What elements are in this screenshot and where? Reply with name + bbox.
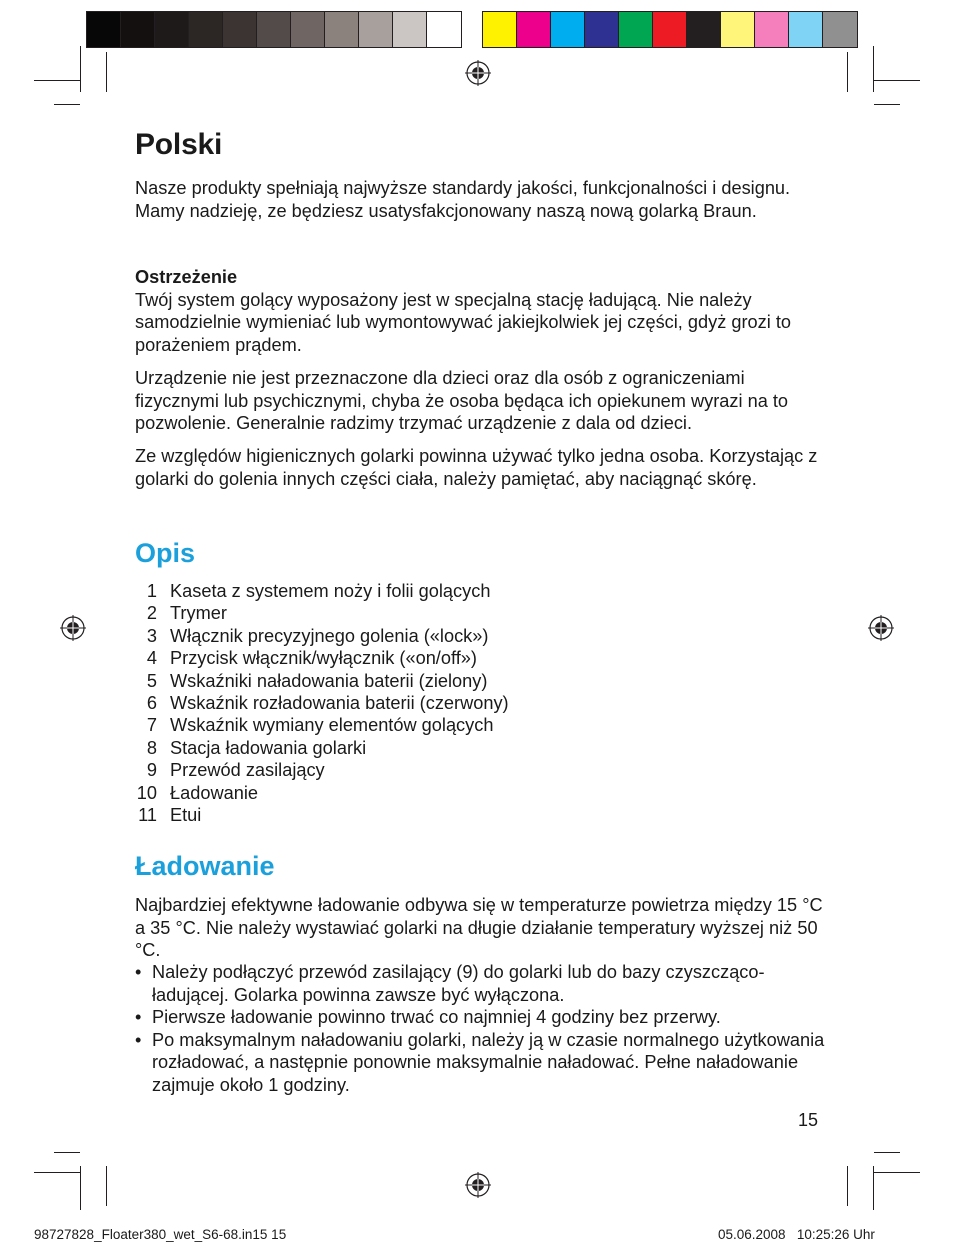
list-item-number: 7 bbox=[146, 715, 157, 736]
footer-timestamp: 05.06.2008 10:25:26 Uhr bbox=[718, 1227, 875, 1242]
gray-swatch bbox=[87, 12, 121, 47]
bullet-item: • Należy podłączyć przewód zasilający (9) do golarki lub do bazy czyszcząco-ładującej. Golarka powinna zawsze być wyłączona. bbox=[135, 961, 825, 1006]
charging-bullets bbox=[135, 961, 825, 1097]
process-color-bar bbox=[482, 11, 858, 48]
list-item-text: Etui bbox=[170, 805, 202, 826]
list-item-number: 4 bbox=[146, 648, 157, 669]
list-item bbox=[135, 782, 509, 804]
gray-swatch bbox=[223, 12, 257, 47]
gray-swatch bbox=[359, 12, 393, 47]
intro-paragraph: Nasze produkty spełniają najwyższe standardy jakości, funkcjonalności i designu. Mamy nadzieję, ze będziesz usatysfakcjonowany naszą nową golarką Braun. bbox=[135, 178, 791, 221]
gray-swatch bbox=[121, 12, 155, 47]
list-item bbox=[135, 647, 509, 669]
list-item bbox=[135, 737, 509, 759]
gray-swatch bbox=[291, 12, 325, 47]
opis-heading: Opis bbox=[135, 538, 196, 568]
crop-mark bbox=[874, 104, 900, 105]
registration-mark-icon bbox=[465, 60, 491, 86]
crop-mark bbox=[106, 52, 107, 92]
list-item-number: 5 bbox=[146, 670, 157, 691]
gray-swatch bbox=[155, 12, 189, 47]
crop-mark bbox=[106, 1166, 107, 1206]
list-item-number: 9 bbox=[146, 760, 157, 781]
list-item bbox=[135, 625, 509, 647]
list-item bbox=[135, 804, 509, 826]
warning-block bbox=[135, 266, 825, 356]
color-swatch bbox=[551, 12, 585, 47]
gray-swatch bbox=[393, 12, 427, 47]
list-item bbox=[135, 692, 509, 714]
color-swatch bbox=[789, 12, 823, 47]
registration-mark-icon bbox=[868, 615, 894, 641]
list-item-text: Wskaźnik rozładowania baterii (czerwony) bbox=[170, 693, 509, 714]
color-swatch bbox=[653, 12, 687, 47]
color-swatch bbox=[755, 12, 789, 47]
parts-list bbox=[135, 580, 509, 826]
list-item-text: Przewód zasilający bbox=[170, 760, 325, 781]
color-swatch bbox=[585, 12, 619, 47]
grayscale-bar bbox=[86, 11, 462, 48]
color-swatch bbox=[517, 12, 551, 47]
registration-mark-icon bbox=[465, 1172, 491, 1198]
gray-swatch bbox=[257, 12, 291, 47]
crop-mark bbox=[873, 46, 874, 92]
bullet-item: • Pierwsze ładowanie powinno trwać co najmniej 4 godziny bez przerwy. bbox=[135, 1006, 825, 1029]
warning-text: Twój system golący wyposażony jest w specjalną stację ładującą. Nie należy samodzielnie wymieniać lub wymontowywać jakiejkolwiek jej części, gdyż grozi to porażeniem prądem. bbox=[135, 289, 792, 355]
list-item bbox=[135, 602, 509, 624]
children-paragraph: Urządzenie nie jest przeznaczone dla dzieci oraz dla osób z ograniczeniami fizycznymi lub psychicznymi, chyba że osoba będąca ich opiekunem wyrazi na to pozwolenie. Generalnie radzimy trzymać urządzenie z dala od dzieci. bbox=[135, 368, 789, 434]
footer-filename: 98727828_Floater380_wet_S6-68.in15 15 bbox=[34, 1227, 287, 1242]
list-item-text: Włącznik precyzyjnego golenia («lock») bbox=[170, 625, 489, 646]
crop-mark bbox=[54, 104, 80, 105]
list-item-text: Trymer bbox=[170, 603, 227, 624]
color-swatch bbox=[721, 12, 755, 47]
list-item-text: Wskaźnik wymiany elementów golących bbox=[170, 715, 494, 736]
warning-heading: Ostrzeżenie bbox=[135, 267, 238, 287]
list-item-text: Kaseta z systemem noży i folii golących bbox=[170, 581, 491, 601]
crop-mark bbox=[80, 46, 81, 92]
color-swatch bbox=[823, 12, 857, 47]
charging-intro: Najbardziej efektywne ładowanie odbywa się w temperaturze powietrza między 15 °C a 35 °C. Nie należy wystawiać golarki na długie działanie temperatury wyższej niż 50 °C. bbox=[135, 895, 823, 961]
list-item-number: 8 bbox=[146, 737, 157, 758]
color-swatch bbox=[619, 12, 653, 47]
list-item bbox=[135, 714, 509, 736]
list-item-number: 10 bbox=[136, 782, 157, 803]
ladowanie-heading: Ładowanie bbox=[135, 851, 275, 881]
registration-mark-icon bbox=[60, 615, 86, 641]
list-item-number: 3 bbox=[146, 625, 157, 646]
crop-mark bbox=[847, 1166, 848, 1206]
list-item-number: 11 bbox=[138, 805, 157, 826]
crop-mark bbox=[34, 80, 80, 81]
list-item-number: 1 bbox=[146, 581, 157, 601]
color-swatch bbox=[483, 12, 517, 47]
hygiene-paragraph: Ze względów higienicznych golarki powinna używać tylko jedna osoba. Korzystając z golarki do golenia innych części ciała, należy pamiętać, aby naciągnąć skórę. bbox=[135, 446, 818, 489]
list-item bbox=[135, 759, 509, 781]
list-item-number: 2 bbox=[146, 603, 157, 624]
color-swatch bbox=[687, 12, 721, 47]
crop-mark bbox=[34, 1172, 80, 1173]
crop-mark bbox=[874, 1152, 900, 1153]
page-number: 15 bbox=[798, 1110, 819, 1130]
crop-mark bbox=[873, 1166, 874, 1210]
crop-mark bbox=[874, 1172, 920, 1173]
list-item-text: Przycisk włącznik/wyłącznik («on/off») bbox=[170, 648, 477, 669]
crop-mark bbox=[54, 1152, 80, 1153]
crop-mark bbox=[847, 52, 848, 92]
list-item-number: 6 bbox=[146, 693, 157, 714]
gray-swatch bbox=[427, 12, 461, 47]
list-item-text: Wskaźniki naładowania baterii (zielony) bbox=[170, 670, 488, 691]
bullet-item: • Po maksymalnym naładowaniu golarki, należy ją w czasie normalnego użytkowania rozładować, a następnie ponownie maksymalnie naładować. Pełne naładowanie zajmuje około 1 godziny. bbox=[135, 1029, 825, 1097]
list-item-text: Ładowanie bbox=[170, 782, 258, 803]
crop-mark bbox=[874, 80, 920, 81]
gray-swatch bbox=[189, 12, 223, 47]
list-item-text: Stacja ładowania golarki bbox=[170, 737, 367, 758]
list-item bbox=[135, 580, 509, 602]
crop-mark bbox=[80, 1166, 81, 1210]
page-title: Polski bbox=[135, 128, 223, 161]
gray-swatch bbox=[325, 12, 359, 47]
list-item bbox=[135, 670, 509, 692]
